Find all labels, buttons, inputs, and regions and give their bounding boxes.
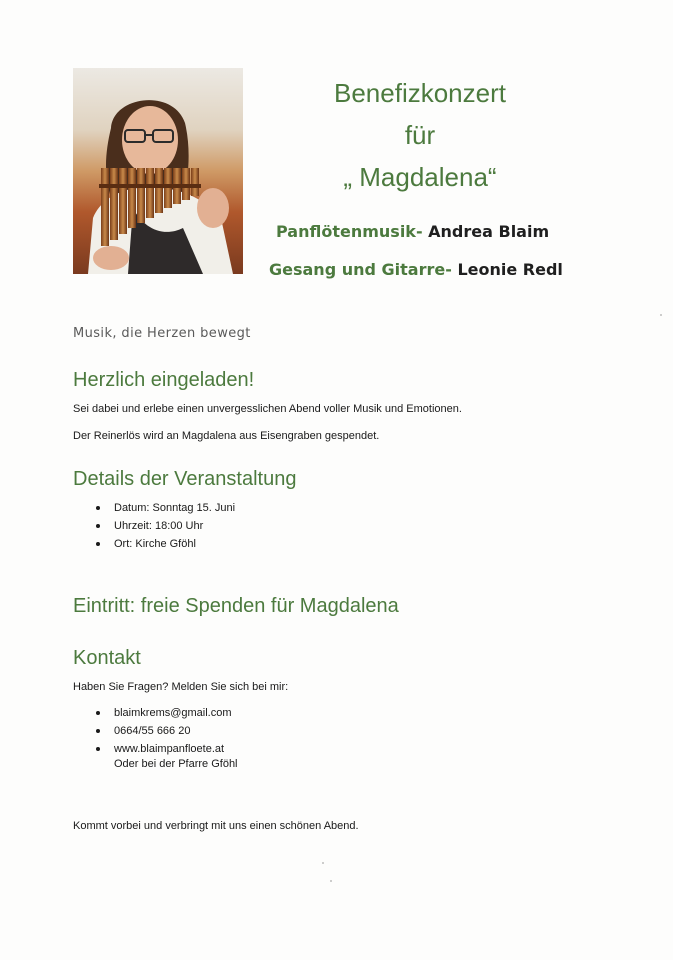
- performer-photo: [73, 68, 243, 274]
- tagline: Musik, die Herzen bewegt: [73, 326, 251, 341]
- details-heading: Details der Veranstaltung: [73, 468, 297, 490]
- contact-parish: Oder bei der Pfarre Gföhl: [114, 758, 238, 770]
- contact-heading: Kontakt: [73, 647, 141, 669]
- bullet-icon: [96, 506, 100, 510]
- title-line-2: für: [404, 120, 436, 150]
- scan-speck: [660, 314, 662, 316]
- list-item: [96, 740, 232, 758]
- performer-name: Andrea Blaim: [428, 222, 550, 241]
- bullet-icon: [96, 542, 100, 546]
- detail-location: Ort: Kirche Gföhl: [114, 538, 196, 550]
- entry-heading: Eintritt: freie Spenden für Magdalena: [73, 595, 399, 617]
- list-item: [96, 517, 235, 535]
- list-item: [96, 704, 232, 722]
- invitation-text-1: Sei dabei und erlebe einen unvergesslichen Abend voller Musik und Emotionen.: [73, 403, 462, 415]
- list-item: [96, 535, 235, 553]
- concert-title: [300, 72, 540, 198]
- performer-role: Gesang und Gitarre-: [269, 260, 452, 279]
- invitation-heading: Herzlich eingeladen!: [73, 369, 255, 391]
- invitation-text-2: Der Reinerlös wird an Magdalena aus Eisengraben gespendet.: [73, 430, 380, 442]
- detail-date: Datum: Sonntag 15. Juni: [114, 502, 236, 514]
- contact-email: blaimkrems@gmail.com: [114, 707, 232, 719]
- scan-speck: [322, 862, 324, 864]
- title-line-1: Benefizkonzert: [334, 78, 506, 108]
- list-item: [96, 722, 232, 740]
- performer-1: [276, 222, 549, 241]
- scan-speck: [330, 880, 332, 882]
- list-item: [96, 499, 235, 517]
- performer-2: [269, 260, 563, 279]
- contact-list: [96, 704, 232, 758]
- details-list: [96, 499, 235, 553]
- title-line-3: „ Magdalena“: [343, 162, 497, 192]
- bullet-icon: [96, 747, 100, 751]
- detail-time: Uhrzeit: 18:00 Uhr: [114, 520, 204, 532]
- contact-question: Haben Sie Fragen? Melden Sie sich bei mir:: [73, 681, 289, 693]
- performer-role: Panflötenmusik-: [276, 222, 423, 241]
- contact-phone: 0664/55 666 20: [114, 725, 191, 737]
- bullet-icon: [96, 524, 100, 528]
- performer-name: Leonie Redl: [457, 260, 563, 279]
- closing-text: Kommt vorbei und verbringt mit uns einen schönen Abend.: [73, 820, 359, 832]
- bullet-icon: [96, 729, 100, 733]
- contact-website: www.blaimpanfloete.at: [114, 743, 225, 755]
- bullet-icon: [96, 711, 100, 715]
